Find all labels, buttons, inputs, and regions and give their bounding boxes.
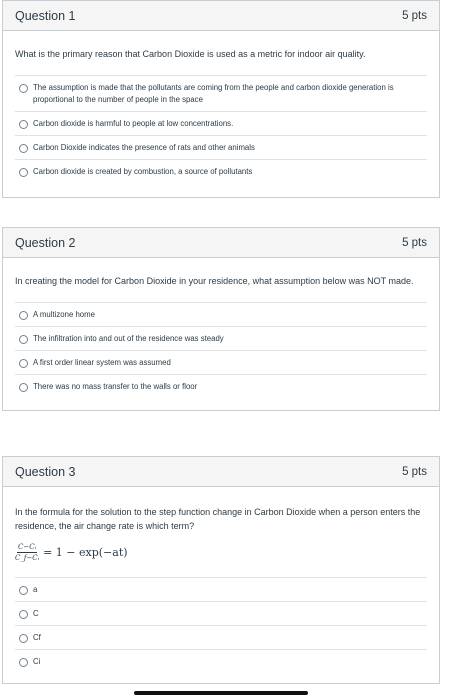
- answer-option[interactable]: [15, 303, 427, 327]
- question-2-header: [3, 228, 439, 258]
- formula-denominator: C_f−Cᵢ: [15, 553, 40, 562]
- formula-numerator: C−Cᵢ: [18, 542, 37, 551]
- question-title: Question 2: [15, 235, 76, 250]
- answer-label: C: [33, 609, 39, 618]
- home-indicator-bar: [134, 691, 308, 695]
- question-points: 5 pts: [402, 465, 427, 478]
- answer-label: A multizone home: [33, 310, 95, 319]
- answer-option[interactable]: [15, 351, 427, 375]
- radio-button[interactable]: [19, 120, 28, 129]
- radio-button[interactable]: [19, 610, 28, 619]
- question-prompt: In creating the model for Carbon Dioxide in your residence, what assumption below was NOT made.: [15, 276, 414, 286]
- step-response-formula: [15, 537, 427, 567]
- question-prompt: What is the primary reason that Carbon Dioxide is used as a metric for indoor air quality.: [15, 49, 366, 59]
- answer-option[interactable]: [15, 76, 427, 112]
- answer-label: Cf: [33, 633, 41, 642]
- answer-label: a: [33, 585, 38, 594]
- radio-button[interactable]: [19, 658, 28, 667]
- question-1-header: [3, 1, 439, 31]
- answer-label: A first order linear system was assumed: [33, 358, 171, 367]
- answer-option[interactable]: [15, 602, 427, 626]
- answer-option[interactable]: [15, 327, 427, 351]
- radio-button[interactable]: [19, 84, 28, 93]
- radio-button[interactable]: [19, 634, 28, 643]
- question-prompt: In the formula for the solution to the step function change in Carbon Dioxide when a person enters the residence, the air change rate is which term?: [15, 507, 421, 531]
- answer-label: Carbon dioxide is created by combustion, a source of pollutants: [33, 167, 253, 176]
- radio-button[interactable]: [19, 359, 28, 368]
- answer-option[interactable]: [15, 650, 427, 673]
- answer-label: Carbon Dioxide indicates the presence of rats and other animals: [33, 143, 255, 152]
- question-title: Question 3: [15, 464, 76, 479]
- answer-option[interactable]: [15, 160, 427, 183]
- answer-label: Ci: [33, 657, 41, 666]
- answer-list: [15, 302, 427, 398]
- question-3-header: [3, 457, 439, 487]
- question-1-card: [2, 0, 440, 198]
- answer-label: The infiltration into and out of the residence was steady: [33, 334, 224, 343]
- answer-label: Carbon dioxide is harmful to people at low concentrations.: [33, 119, 234, 128]
- question-points: 5 pts: [402, 236, 427, 249]
- formula-fraction: [15, 543, 39, 562]
- radio-button[interactable]: [19, 144, 28, 153]
- answer-list: [15, 75, 427, 183]
- radio-button[interactable]: [19, 168, 28, 177]
- answer-option[interactable]: [15, 578, 427, 602]
- answer-label: The assumption is made that the pollutants are coming from the people and carbon dioxide generation is proportional to the number of people in the space: [33, 83, 394, 104]
- question-3-card: [2, 456, 440, 684]
- radio-button[interactable]: [19, 311, 28, 320]
- answer-option[interactable]: [15, 136, 427, 160]
- radio-button[interactable]: [19, 383, 28, 392]
- answer-option[interactable]: [15, 112, 427, 136]
- formula-rhs: = 1 − exp(−at): [43, 545, 128, 559]
- radio-button[interactable]: [19, 586, 28, 595]
- answer-option[interactable]: [15, 375, 427, 398]
- question-title: Question 1: [15, 8, 76, 23]
- question-2-card: [2, 227, 440, 411]
- radio-button[interactable]: [19, 335, 28, 344]
- answer-list: [15, 577, 427, 673]
- answer-label: There was no mass transfer to the walls or floor: [33, 382, 198, 391]
- question-points: 5 pts: [402, 9, 427, 22]
- answer-option[interactable]: [15, 626, 427, 650]
